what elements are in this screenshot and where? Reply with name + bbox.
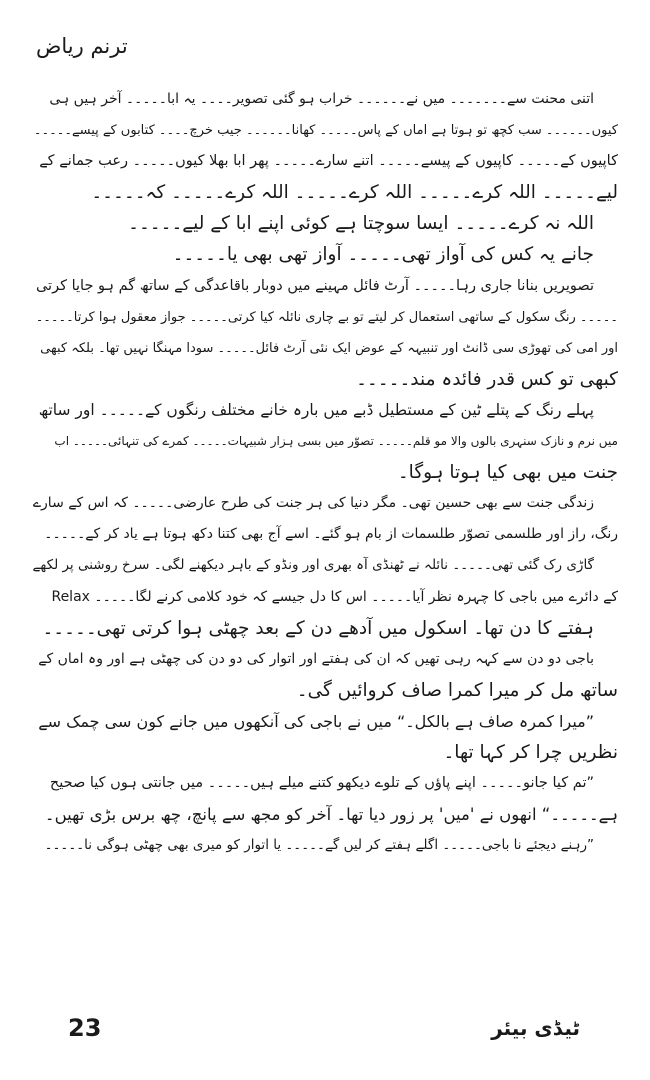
- text-line: میں نرم و نازک سنہری بالوں والا مو قلم۔۔۔۔۔ تصوّر میں بسی ہزار شبیہات۔۔۔۔۔ کمرے کی تنہائی۔۔۔۔۔ اب: [54, 434, 618, 449]
- page-number: 23: [68, 1014, 102, 1042]
- text-line: تصویریں بنانا جاری رہا۔۔۔۔۔ آرٹ فائل مہینے میں دوبار باقاعدگی کے ساتھ گم ہو جایا کرتی: [35, 277, 594, 294]
- text-line: کیوں۔۔۔۔۔۔ سب کچھ تو ہوتا ہے اماں کے پاس۔۔۔۔۔ کھانا۔۔۔۔۔۔ جیب خرچ۔۔۔۔ کتابوں کے پیسے۔۔۔۔۔: [33, 123, 618, 139]
- book-title: ٹیڈی بیئر: [491, 1016, 580, 1040]
- text-line: لیے۔۔۔۔۔ اللہ کرے۔۔۔۔۔ اللہ کرے۔۔۔۔۔ اللہ کرے۔۔۔۔۔ کہ۔۔۔۔۔: [91, 182, 618, 204]
- author-name: ترنم ریاض: [36, 34, 128, 58]
- text-line: ”میرا کمرہ صاف ہے بالکل۔“ میں نے باجی کی آنکھوں میں جانے کون سی چمک سے: [38, 711, 594, 731]
- text-line: Relax کے دائرے میں باجی کا چہرہ نظر آیا۔۔۔۔۔ اس کا دل جیسے کہ خود کلامی کرنے لگا۔۔۔۔۔: [51, 588, 618, 605]
- text-line: ہے۔۔۔۔۔“ انھوں نے 'میں' پر زور دیا تھا۔ آخر کو مجھ سے پانچ، چھ برس بڑی تھیں۔: [44, 805, 618, 825]
- text-line: جانے یہ کس کی آواز تھی۔۔۔۔۔ آواز تھی بھی یا۔۔۔۔۔: [172, 244, 594, 266]
- text-line: ”تم کیا جانو۔۔۔۔۔ اپنے پاؤں کے تلوے دیکھو کتنے میلے ہیں۔۔۔۔۔ میں جانتی ہوں کیا صحیح: [49, 775, 594, 792]
- text-line: اللہ نہ کرے۔۔۔۔۔ ایسا سوچتا ہے کوئی اپنے ابا کے لیے۔۔۔۔۔: [128, 213, 594, 235]
- text-line: ”رہنے دیجئے نا باجی۔۔۔۔۔ اگلے ہفتے کر لیں گے۔۔۔۔۔ یا اتوار کو میری بھی چھٹی ہوگی نا۔۔۔۔۔: [44, 837, 594, 854]
- text-line: ساتھ مل کر میرا کمرا صاف کروائیں گی۔: [296, 679, 618, 701]
- text-line: کاپیوں کے۔۔۔۔۔ کاپیوں کے پیسے۔۔۔۔۔ اتنے سارے۔۔۔۔۔ پھر ابا بھلا کیوں۔۔۔۔۔ رعب جمانے کے: [39, 153, 618, 170]
- text-line: اتنی محنت سے۔۔۔۔۔۔۔ میں نے۔۔۔۔۔۔ خراب ہو گئی تصویر۔۔۔۔ یہ ابا۔۔۔۔۔ آخر ہیں ہی: [49, 91, 594, 107]
- text-line: اور امی کی تھوڑی سی ڈانٹ اور تنبیہہ کے عوض ایک نئی آرٹ فائل۔۔۔۔۔ سودا مہنگا نہیں تھا۔ بلکہ کبھی: [40, 340, 618, 356]
- text-line: رنگ، راز اور طلسمی تصوّر طلسمات از بام ہو گئے۔ اسے آج بھی کتنا دکھ ہوتا ہے یاد کر کے۔۔۔۔۔: [44, 526, 618, 543]
- story-text: [32, 84, 618, 861]
- text-line: ہفتے کا دن تھا۔ اسکول میں آدھے دن کے بعد چھٹی ہوا کرتی تھی۔۔۔۔۔: [42, 617, 594, 639]
- page-footer: [40, 1012, 610, 1052]
- text-line: زندگی جنت سے بھی حسین تھی۔ مگر دنیا کی ہر جنت کی طرح عارضی۔۔۔۔۔ کہ اس کے سارے: [32, 495, 594, 512]
- text-line: پہلے رنگ کے پتلے ٹین کے مستطیل ڈبے میں بارہ خانے مختلف رنگوں کے۔۔۔۔۔ اور ساتھ: [38, 400, 594, 419]
- text-line: ۔۔۔۔۔ رنگ سکول کے ساتھی استعمال کر لیتے تو بے چاری نائلہ کیا کرتی۔۔۔۔۔ جواز معقول ہوا کرتا۔۔۔۔۔: [35, 309, 618, 325]
- text-line: گاڑی رک گئی تھی۔۔۔۔۔ نائلہ نے ٹھنڈی آہ بھری اور ونڈو کے باہر دیکھنے لگی۔ سرخ روشنی پر لکھے: [32, 557, 594, 574]
- text-line: کبھی تو کس قدر فائدہ مند۔۔۔۔۔: [356, 368, 618, 390]
- text-line: باجی دو دن سے کہہ رہی تھیں کہ ان کی ہفتے اور اتوار کی دو دن کی چھٹی ہے اور وہ اماں کے: [38, 650, 594, 667]
- text-line: نظریں چرا کر کہا تھا۔: [443, 741, 618, 763]
- text-line: جنت میں بھی کیا ہوتا ہوگا۔: [397, 462, 618, 484]
